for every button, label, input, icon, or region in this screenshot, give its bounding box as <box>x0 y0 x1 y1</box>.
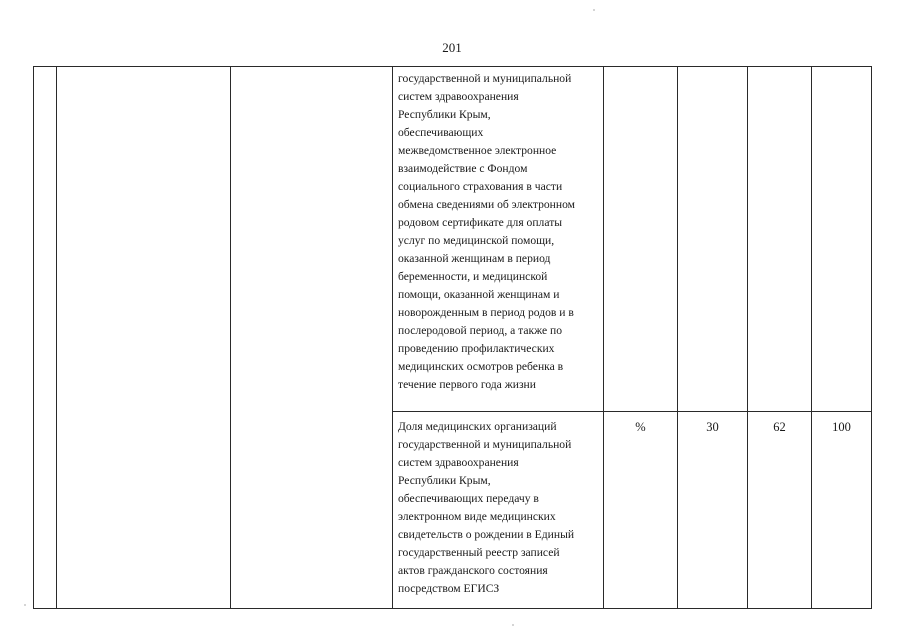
column-divider <box>747 66 748 609</box>
column-divider <box>230 66 231 609</box>
row-divider <box>392 411 872 412</box>
column-divider <box>811 66 812 609</box>
column-divider <box>677 66 678 609</box>
table-border-right <box>871 66 872 609</box>
table-border-top <box>33 66 872 67</box>
column-divider <box>603 66 604 609</box>
value-cell: 62 <box>773 420 786 434</box>
column-divider <box>56 66 57 609</box>
indicator-description: Доля медицинских организаций государственной и муниципальной систем здравоохранения Республики Крым, обеспечивающих передачу в электронном виде медицинских свидетельств о рождении в Единый государственный реестр записей актов гражданского состояния посредством ЕГИСЗ <box>398 420 575 595</box>
scan-speck <box>24 604 26 606</box>
page-number: 201 <box>442 40 462 55</box>
unit-cell: % <box>635 420 646 434</box>
table-border-left <box>33 66 34 609</box>
value-cell: 100 <box>832 420 851 434</box>
value-cell: 30 <box>706 420 719 434</box>
scan-speck <box>512 624 514 626</box>
indicator-description: государственной и муниципальной систем здравоохранения Республики Крым, обеспечивающих межведомственное электронное взаимодействие с Фондом социального страхования в части обмена сведениями об электронном родовом сертификате для оплаты услуг по медицинской помощи, оказанной женщинам в период беременности, и медицинской помощи, оказанной женщинам и новорожденным в период родов и в послеродовой период, а также по проведению профилактических медицинских осмотров ребенка в течение первого года жизни <box>398 72 575 391</box>
column-divider <box>392 66 393 609</box>
scan-speck <box>593 9 595 11</box>
table-border-bottom <box>33 608 872 609</box>
